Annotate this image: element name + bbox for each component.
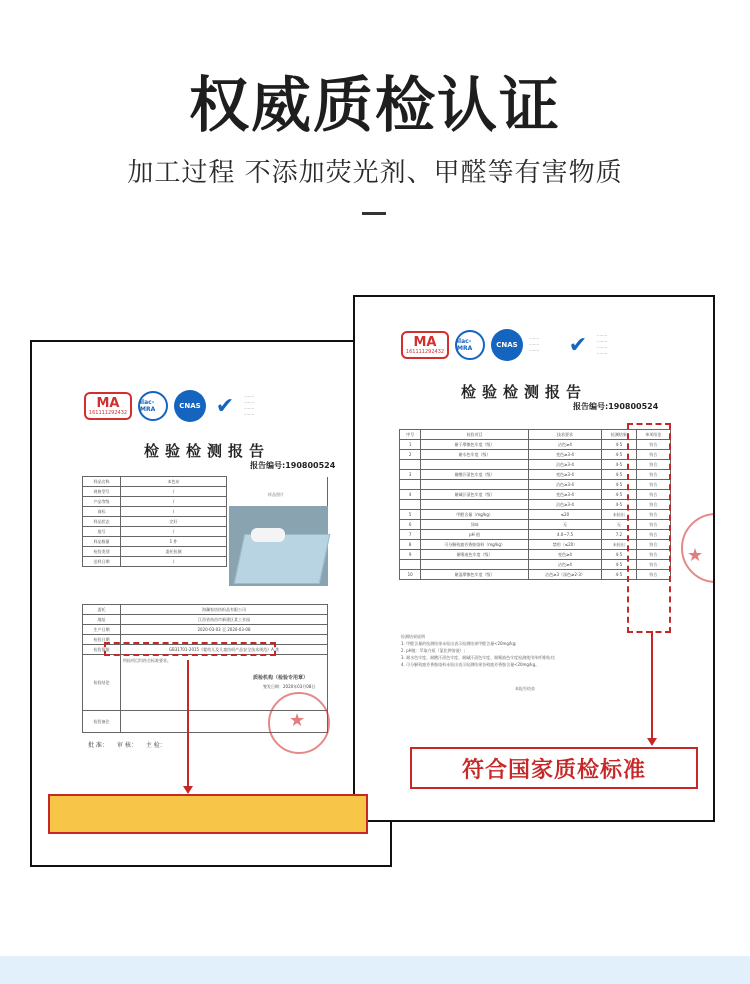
table-cell: 耐水色牢度（级） (421, 450, 529, 460)
stamp-star-icon: ★ (687, 545, 704, 566)
field-value: 完好 (121, 517, 227, 527)
page-title: 权威质检认证 (189, 71, 561, 141)
table-cell: 3 (400, 470, 421, 480)
field-label: 商标 (83, 507, 121, 517)
page-subtitle: 加工过程 不添加荧光剂、甲醛等有害物质 (127, 158, 623, 188)
field-value: / (121, 557, 227, 567)
conclusion-cell: 所检项目均符合标准要求。 质检机构（检验专用章） 签发日期：2020年03月08日 (121, 655, 328, 711)
table-cell: pH 值 (421, 530, 529, 540)
mattress-image (234, 534, 331, 584)
remark-label: 检验备注 (83, 711, 121, 733)
table-cell: 沾色≥3-4 (528, 460, 601, 470)
field-value: 1 件 (121, 537, 227, 547)
table-cell: 沾色≥3（深色≥2-3） (528, 570, 601, 580)
table-cell (421, 500, 529, 510)
notes-title: 检测结果说明 (401, 634, 425, 639)
table-cell: 无 (528, 520, 601, 530)
table-cell: 8 (400, 540, 421, 550)
table-cell (421, 460, 529, 470)
table-cell: 符合 (636, 550, 670, 560)
table-cell: 符合 (636, 520, 670, 530)
table-cell: 4-5 (602, 550, 636, 560)
table-cell: 7.2 (602, 530, 636, 540)
left-arrow-line (187, 660, 189, 786)
table-cell: 变色≥3-4 (528, 490, 601, 500)
pillow-image (251, 528, 285, 542)
note-line: 2. pH值：萃取介质（氯化钾溶液）; (401, 648, 465, 653)
standard-value: GB31701-2015《婴幼儿及儿童纺织产品安全技术规范》A 类 (121, 645, 328, 655)
table-cell (400, 500, 421, 510)
field-value: / (121, 507, 227, 517)
table-cell: 甲醛含量（mg/kg） (421, 510, 529, 520)
highlight-bar (48, 794, 368, 834)
report-title: 检验检测报告 (144, 442, 271, 460)
table-cell: 未检出 (602, 540, 636, 550)
table-cell: 4-5 (602, 440, 636, 450)
table-cell: 耐干摩擦色牢度（级） (421, 440, 529, 450)
right-report-document (353, 295, 715, 822)
title-divider (362, 212, 386, 215)
table-cell: 可分解致癌芳香胺染料（mg/kg） (421, 540, 529, 550)
cnas-logo: CNAS (174, 390, 206, 422)
table-cell: 符合 (636, 480, 670, 490)
table-cell: 沾色≥4 (528, 440, 601, 450)
right-arrow-head-icon (647, 738, 657, 746)
cnas-logo: CNAS (491, 329, 523, 361)
stamp-star-icon: ★ (289, 710, 306, 731)
conclusion-column-highlight (627, 423, 671, 633)
table-cell: 耐碱汗渍色牢度（级） (421, 490, 529, 500)
note-line: 1. 甲醛含量的检测结果未检出表示检测结果甲醛含量<20mg/kg; (401, 641, 517, 646)
table-cell: 符合 (636, 440, 670, 450)
column-header: 检验项目 (421, 430, 529, 440)
field-label: 送样日期 (83, 557, 121, 567)
ma-logo: MA 161111292432 (84, 392, 132, 420)
certification-logos-right (401, 329, 627, 361)
test-notes (401, 633, 671, 668)
right-arrow-line (651, 631, 653, 739)
photo-label: 样品照片 (268, 492, 284, 497)
field-label: 检验类别 (83, 547, 121, 557)
table-cell: 符合 (636, 460, 670, 470)
lab-info-text-2: ········ ········ ········ ········ (597, 333, 608, 356)
table-cell: 沾色≥4 (528, 560, 601, 570)
table-cell: 变色≥3-4 (528, 470, 601, 480)
table-cell: 4-5 (602, 560, 636, 570)
table-cell: 未检出 (602, 510, 636, 520)
checkmark-shield-icon: ✔ (215, 393, 235, 419)
compliance-callout: 符合国家质检标准 (410, 747, 698, 789)
table-cell: 沾色≥3-4 (528, 500, 601, 510)
column-header: 检测结果 (602, 430, 636, 440)
table-cell: 符合 (636, 510, 670, 520)
table-cell (421, 480, 529, 490)
ma-logo: MA 161111292432 (401, 331, 449, 359)
field-label: 规格型号 (83, 487, 121, 497)
table-cell: 4 (400, 490, 421, 500)
table-cell: 符合 (636, 450, 670, 460)
address-value: 江西省南昌市新建区某工业园 (121, 615, 328, 625)
lab-info-text: ········ ········ ········ ········ (244, 394, 255, 417)
table-cell: 符合 (636, 530, 670, 540)
signature-line: 批 准： 审 核： 主 检： (88, 742, 166, 749)
table-cell: 耐湿摩擦色牢度（级） (421, 570, 529, 580)
checkmark-shield-icon: ✔ (568, 332, 588, 358)
table-cell: ≤20 (528, 510, 601, 520)
table-cell: 4-5 (602, 480, 636, 490)
table-cell (421, 560, 529, 570)
note-line: 3. 耐水色牢度、耐酸汗渍色牢度、耐碱汗渍色牢度、耐唾液色牢度检测使用单纤维贴衬; (401, 655, 556, 660)
ilac-mra-logo: ilac-MRA (138, 391, 168, 421)
standard-highlight-box (104, 642, 276, 656)
table-cell: 4-5 (602, 500, 636, 510)
table-cell: 禁用（≤20） (528, 540, 601, 550)
column-header: 单项结论 (636, 430, 670, 440)
field-value: / (121, 497, 227, 507)
report-title: 检验检测报告 (461, 383, 588, 401)
table-cell: 6 (400, 520, 421, 530)
field-value: 本色布 (121, 477, 227, 487)
table-cell: 符合 (636, 470, 670, 480)
table-cell: 2 (400, 450, 421, 460)
table-cell: 9 (400, 550, 421, 560)
field-value: / (121, 487, 227, 497)
table-cell: 耐唾液色牢度（级） (421, 550, 529, 560)
table-cell: 4-5 (602, 490, 636, 500)
table-cell (400, 480, 421, 490)
column-header: 序号 (400, 430, 421, 440)
field-label: 批号 (83, 527, 121, 537)
table-cell: 符合 (636, 540, 670, 550)
table-cell: 4-5 (602, 450, 636, 460)
table-cell (400, 460, 421, 470)
table-row (83, 487, 328, 497)
lab-info-text: ········ ········ ········ (529, 336, 540, 353)
sample-photo (229, 506, 328, 586)
footer-band (0, 956, 750, 984)
field-label: 产品等级 (83, 497, 121, 507)
table-row (83, 477, 328, 487)
ilac-mra-logo: ilac-MRA (455, 330, 485, 360)
report-number: 报告编号:190800524 (250, 461, 336, 470)
table-cell: 变色≥3-4 (528, 450, 601, 460)
table-cell: 变色≥4 (528, 550, 601, 560)
table-cell: 5 (400, 510, 421, 520)
table-cell: 10 (400, 570, 421, 580)
table-cell: 符合 (636, 570, 670, 580)
production-date-label: 生产日期 (83, 625, 121, 635)
note-line: 4. 可分解致癌芳香胺染料未检出表示检测结果各致癌芳香胺含量<20mg/kg。 (401, 662, 540, 667)
table-cell: 1 (400, 440, 421, 450)
field-label: 样品状态 (83, 517, 121, 527)
inspection-dates: 2020-03-03 至 2020-03-08 (121, 625, 328, 635)
left-report-document (30, 340, 392, 867)
address-label: 地址 (83, 615, 121, 625)
table-cell: 符合 (636, 490, 670, 500)
column-header: 技术要求 (528, 430, 601, 440)
field-value: 委托检测 (121, 547, 227, 557)
table-cell: 4-5 (602, 570, 636, 580)
report-number: 报告编号:190800524 (573, 402, 659, 411)
table-cell: 异味 (421, 520, 529, 530)
client-label: 委托 (83, 605, 121, 615)
left-arrow-head-icon (183, 786, 193, 794)
table-row (83, 497, 328, 507)
standard-label: 检验依据 (83, 645, 121, 655)
conclusion-label: 检验结论 (83, 655, 121, 711)
field-label: 样品名称 (83, 477, 121, 487)
report-end: 本报告结束 (515, 686, 535, 691)
table-cell: 4-5 (602, 470, 636, 480)
table-cell: 无 (602, 520, 636, 530)
table-cell: 耐酸汗渍色牢度（级） (421, 470, 529, 480)
table-cell: 符合 (636, 500, 670, 510)
table-cell: 7 (400, 530, 421, 540)
client-name: 海澜家纺纺织品有限公司 (121, 605, 328, 615)
inspection-date-label: 检验日期 (83, 635, 121, 645)
table-cell: 沾色≥3-4 (528, 480, 601, 490)
table-cell (400, 560, 421, 570)
table-cell: 4-5 (602, 460, 636, 470)
field-label: 样品数量 (83, 537, 121, 547)
certification-logos (84, 390, 274, 422)
table-cell: 4.0~7.5 (528, 530, 601, 540)
table-cell: 符合 (636, 560, 670, 570)
field-value: / (121, 527, 227, 537)
